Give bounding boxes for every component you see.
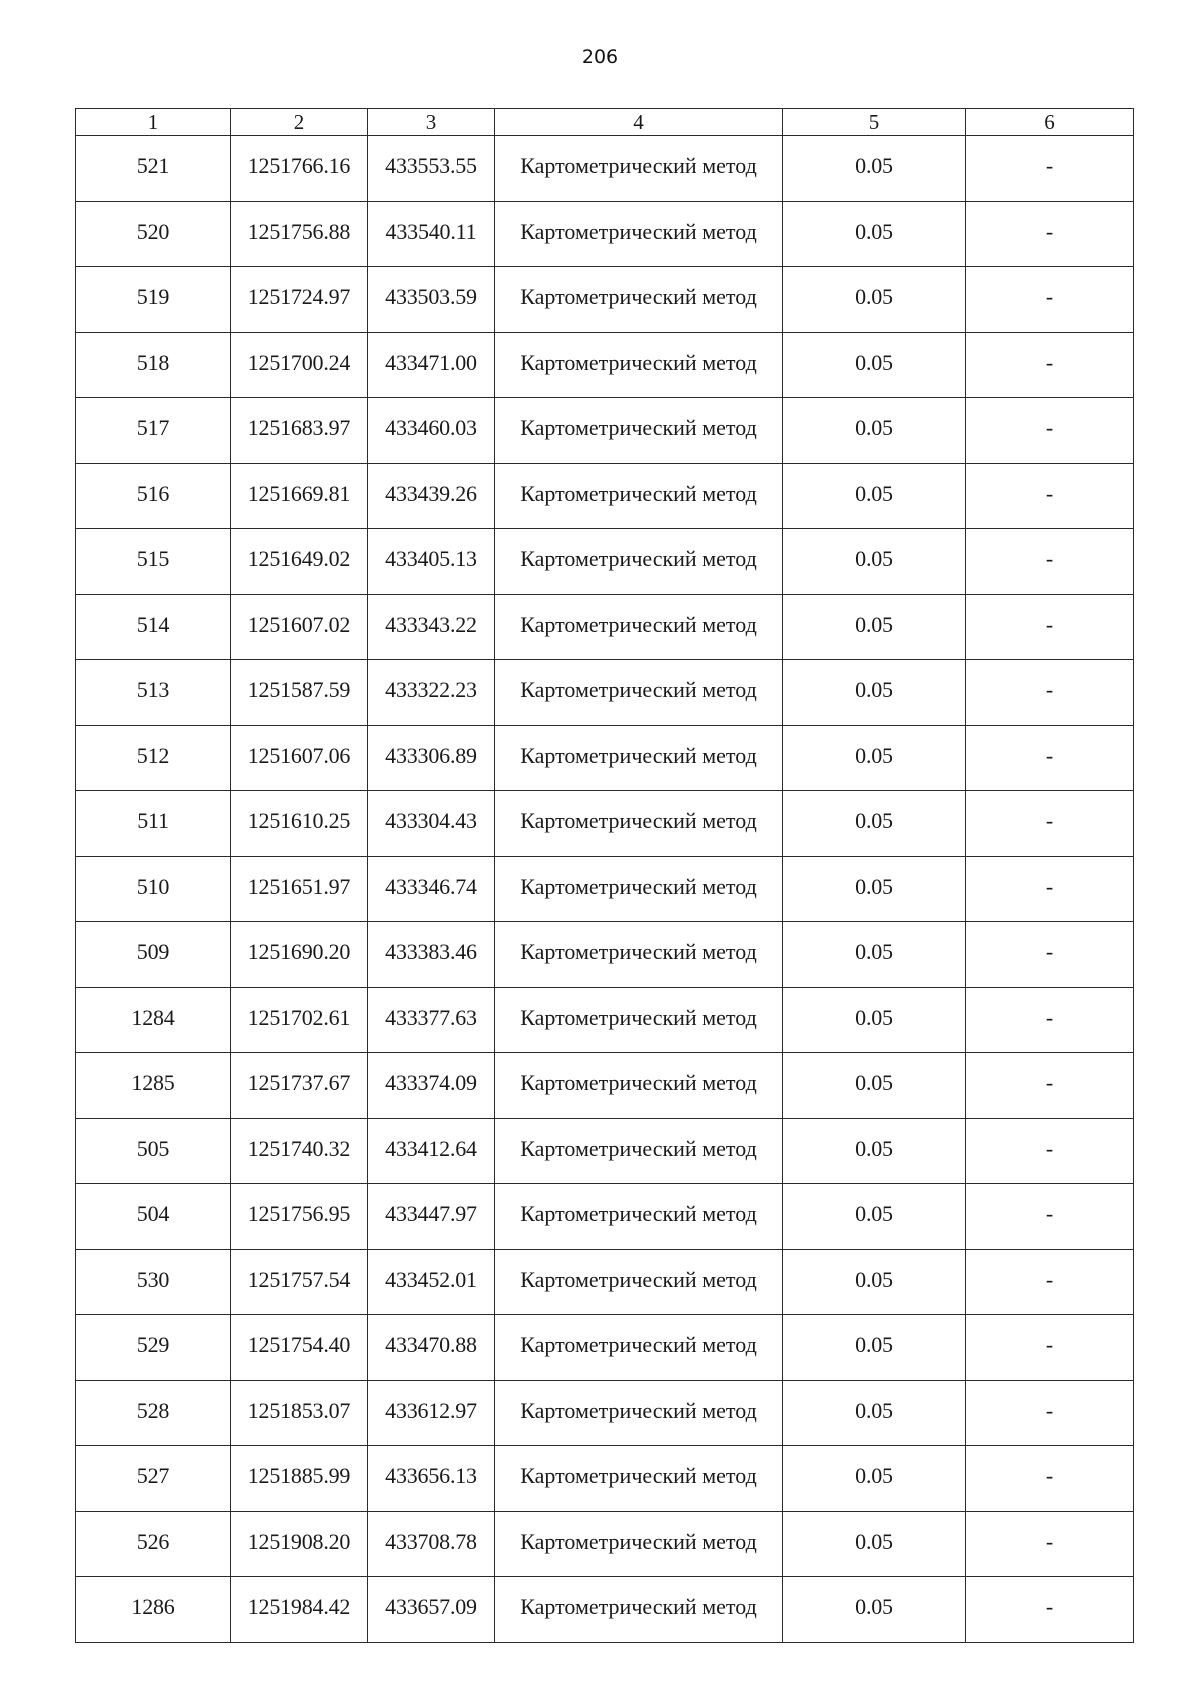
note-cell: -: [966, 1380, 1134, 1446]
table-row: [76, 267, 1134, 333]
table-row: [76, 1446, 1134, 1512]
x-coordinate-cell: 1251757.54: [231, 1249, 368, 1315]
y-coordinate-cell: 433405.13: [368, 529, 495, 595]
table-row: [76, 1249, 1134, 1315]
note-cell: -: [966, 1446, 1134, 1512]
x-coordinate-cell: 1251724.97: [231, 267, 368, 333]
point-number-cell: 511: [76, 791, 231, 857]
table-row: [76, 1184, 1134, 1250]
method-cell: Картометрический метод: [495, 856, 783, 922]
method-cell: Картометрический метод: [495, 1249, 783, 1315]
point-number-cell: 504: [76, 1184, 231, 1250]
y-coordinate-cell: 433412.64: [368, 1118, 495, 1184]
accuracy-cell: 0.05: [783, 267, 966, 333]
note-cell: -: [966, 267, 1134, 333]
y-coordinate-cell: 433306.89: [368, 725, 495, 791]
accuracy-cell: 0.05: [783, 922, 966, 988]
table-body: [76, 136, 1134, 1643]
accuracy-cell: 0.05: [783, 1184, 966, 1250]
point-number-cell: 517: [76, 398, 231, 464]
note-cell: -: [966, 660, 1134, 726]
y-coordinate-cell: 433503.59: [368, 267, 495, 333]
x-coordinate-cell: 1251908.20: [231, 1511, 368, 1577]
accuracy-cell: 0.05: [783, 594, 966, 660]
y-coordinate-cell: 433470.88: [368, 1315, 495, 1381]
point-number-cell: 527: [76, 1446, 231, 1512]
y-coordinate-cell: 433439.26: [368, 463, 495, 529]
method-cell: Картометрический метод: [495, 1511, 783, 1577]
y-coordinate-cell: 433540.11: [368, 201, 495, 267]
table-row: [76, 1118, 1134, 1184]
note-cell: -: [966, 594, 1134, 660]
y-coordinate-cell: 433471.00: [368, 332, 495, 398]
method-cell: Картометрический метод: [495, 791, 783, 857]
note-cell: -: [966, 398, 1134, 464]
x-coordinate-cell: 1251649.02: [231, 529, 368, 595]
accuracy-cell: 0.05: [783, 1249, 966, 1315]
x-coordinate-cell: 1251766.16: [231, 136, 368, 202]
method-cell: Картометрический метод: [495, 398, 783, 464]
x-coordinate-cell: 1251690.20: [231, 922, 368, 988]
y-coordinate-cell: 433657.09: [368, 1577, 495, 1643]
accuracy-cell: 0.05: [783, 398, 966, 464]
point-number-cell: 514: [76, 594, 231, 660]
x-coordinate-cell: 1251756.95: [231, 1184, 368, 1250]
note-cell: -: [966, 725, 1134, 791]
y-coordinate-cell: 433383.46: [368, 922, 495, 988]
table-row: [76, 1053, 1134, 1119]
point-number-cell: 513: [76, 660, 231, 726]
note-cell: -: [966, 1118, 1134, 1184]
x-coordinate-cell: 1251700.24: [231, 332, 368, 398]
table-row: [76, 463, 1134, 529]
x-coordinate-cell: 1251669.81: [231, 463, 368, 529]
note-cell: -: [966, 136, 1134, 202]
accuracy-cell: 0.05: [783, 1577, 966, 1643]
header-col-5: 5: [783, 109, 966, 136]
y-coordinate-cell: 433553.55: [368, 136, 495, 202]
method-cell: Картометрический метод: [495, 529, 783, 595]
method-cell: Картометрический метод: [495, 1446, 783, 1512]
point-number-cell: 1286: [76, 1577, 231, 1643]
method-cell: Картометрический метод: [495, 332, 783, 398]
table-row: [76, 332, 1134, 398]
point-number-cell: 520: [76, 201, 231, 267]
x-coordinate-cell: 1251610.25: [231, 791, 368, 857]
x-coordinate-cell: 1251754.40: [231, 1315, 368, 1381]
note-cell: -: [966, 856, 1134, 922]
table-row: [76, 1380, 1134, 1446]
x-coordinate-cell: 1251607.06: [231, 725, 368, 791]
table-row: [76, 922, 1134, 988]
table-row: [76, 136, 1134, 202]
x-coordinate-cell: 1251587.59: [231, 660, 368, 726]
y-coordinate-cell: 433374.09: [368, 1053, 495, 1119]
method-cell: Картометрический метод: [495, 201, 783, 267]
note-cell: -: [966, 1053, 1134, 1119]
point-number-cell: 509: [76, 922, 231, 988]
table-row: [76, 725, 1134, 791]
x-coordinate-cell: 1251702.61: [231, 987, 368, 1053]
method-cell: Картометрический метод: [495, 267, 783, 333]
accuracy-cell: 0.05: [783, 1315, 966, 1381]
point-number-cell: 529: [76, 1315, 231, 1381]
note-cell: -: [966, 1315, 1134, 1381]
table-row: [76, 529, 1134, 595]
method-cell: Картометрический метод: [495, 725, 783, 791]
note-cell: -: [966, 1577, 1134, 1643]
accuracy-cell: 0.05: [783, 529, 966, 595]
point-number-cell: 528: [76, 1380, 231, 1446]
note-cell: -: [966, 1511, 1134, 1577]
note-cell: -: [966, 791, 1134, 857]
method-cell: Картометрический метод: [495, 1315, 783, 1381]
accuracy-cell: 0.05: [783, 136, 966, 202]
note-cell: -: [966, 1249, 1134, 1315]
accuracy-cell: 0.05: [783, 1446, 966, 1512]
point-number-cell: 1284: [76, 987, 231, 1053]
point-number-cell: 519: [76, 267, 231, 333]
note-cell: -: [966, 922, 1134, 988]
method-cell: Картометрический метод: [495, 1118, 783, 1184]
y-coordinate-cell: 433322.23: [368, 660, 495, 726]
accuracy-cell: 0.05: [783, 1118, 966, 1184]
point-number-cell: 515: [76, 529, 231, 595]
method-cell: Картометрический метод: [495, 1053, 783, 1119]
y-coordinate-cell: 433377.63: [368, 987, 495, 1053]
accuracy-cell: 0.05: [783, 791, 966, 857]
accuracy-cell: 0.05: [783, 856, 966, 922]
method-cell: Картометрический метод: [495, 1184, 783, 1250]
accuracy-cell: 0.05: [783, 1053, 966, 1119]
table-row: [76, 660, 1134, 726]
accuracy-cell: 0.05: [783, 201, 966, 267]
accuracy-cell: 0.05: [783, 463, 966, 529]
method-cell: Картометрический метод: [495, 136, 783, 202]
y-coordinate-cell: 433447.97: [368, 1184, 495, 1250]
point-number-cell: 510: [76, 856, 231, 922]
y-coordinate-cell: 433343.22: [368, 594, 495, 660]
point-number-cell: 505: [76, 1118, 231, 1184]
y-coordinate-cell: 433460.03: [368, 398, 495, 464]
method-cell: Картометрический метод: [495, 1380, 783, 1446]
point-number-cell: 526: [76, 1511, 231, 1577]
header-row: [76, 109, 1134, 136]
x-coordinate-cell: 1251853.07: [231, 1380, 368, 1446]
point-number-cell: 521: [76, 136, 231, 202]
method-cell: Картометрический метод: [495, 594, 783, 660]
point-number-cell: 530: [76, 1249, 231, 1315]
accuracy-cell: 0.05: [783, 332, 966, 398]
header-col-3: 3: [368, 109, 495, 136]
y-coordinate-cell: 433304.43: [368, 791, 495, 857]
note-cell: -: [966, 987, 1134, 1053]
table-row: [76, 398, 1134, 464]
x-coordinate-cell: 1251740.32: [231, 1118, 368, 1184]
accuracy-cell: 0.05: [783, 1511, 966, 1577]
method-cell: Картометрический метод: [495, 987, 783, 1053]
x-coordinate-cell: 1251737.67: [231, 1053, 368, 1119]
header-col-6: 6: [966, 109, 1134, 136]
table-row: [76, 856, 1134, 922]
accuracy-cell: 0.05: [783, 987, 966, 1053]
table-header: [76, 109, 1134, 136]
note-cell: -: [966, 201, 1134, 267]
y-coordinate-cell: 433656.13: [368, 1446, 495, 1512]
table-row: [76, 1315, 1134, 1381]
header-col-2: 2: [231, 109, 368, 136]
y-coordinate-cell: 433346.74: [368, 856, 495, 922]
accuracy-cell: 0.05: [783, 1380, 966, 1446]
x-coordinate-cell: 1251607.02: [231, 594, 368, 660]
y-coordinate-cell: 433452.01: [368, 1249, 495, 1315]
accuracy-cell: 0.05: [783, 725, 966, 791]
table-row: [76, 791, 1134, 857]
header-col-1: 1: [76, 109, 231, 136]
method-cell: Картометрический метод: [495, 1577, 783, 1643]
method-cell: Картометрический метод: [495, 660, 783, 726]
y-coordinate-cell: 433708.78: [368, 1511, 495, 1577]
x-coordinate-cell: 1251651.97: [231, 856, 368, 922]
x-coordinate-cell: 1251885.99: [231, 1446, 368, 1512]
method-cell: Картометрический метод: [495, 922, 783, 988]
note-cell: -: [966, 332, 1134, 398]
point-number-cell: 518: [76, 332, 231, 398]
table-row: [76, 1577, 1134, 1643]
table-row: [76, 1511, 1134, 1577]
table-row: [76, 201, 1134, 267]
accuracy-cell: 0.05: [783, 660, 966, 726]
x-coordinate-cell: 1251984.42: [231, 1577, 368, 1643]
note-cell: -: [966, 463, 1134, 529]
point-number-cell: 512: [76, 725, 231, 791]
note-cell: -: [966, 1184, 1134, 1250]
table-row: [76, 594, 1134, 660]
coordinates-table: [75, 108, 1134, 1643]
y-coordinate-cell: 433612.97: [368, 1380, 495, 1446]
header-col-4: 4: [495, 109, 783, 136]
x-coordinate-cell: 1251756.88: [231, 201, 368, 267]
point-number-cell: 1285: [76, 1053, 231, 1119]
page-number: 206: [581, 46, 619, 68]
point-number-cell: 516: [76, 463, 231, 529]
x-coordinate-cell: 1251683.97: [231, 398, 368, 464]
method-cell: Картометрический метод: [495, 463, 783, 529]
note-cell: -: [966, 529, 1134, 595]
table-row: [76, 987, 1134, 1053]
